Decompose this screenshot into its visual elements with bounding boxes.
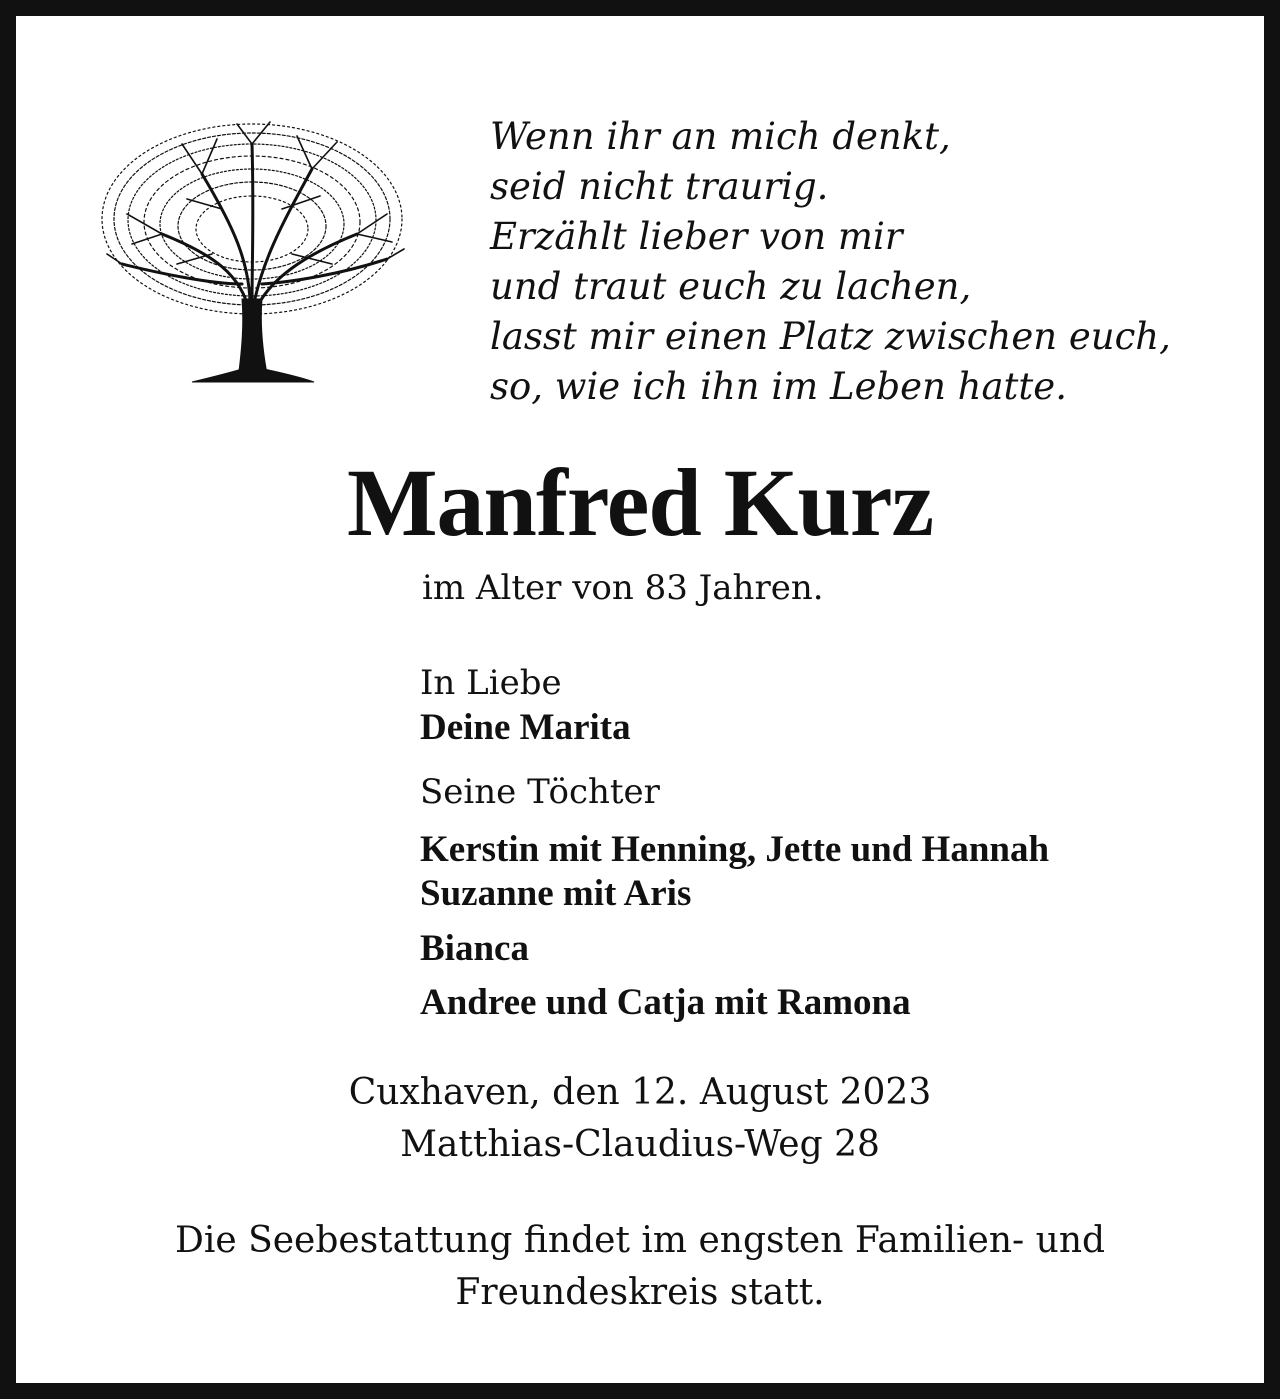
in-liebe: In Liebe xyxy=(420,663,562,703)
daughter-1: Kerstin mit Henning, Jette und Hannah xyxy=(420,829,1050,870)
deceased-name: Manfred Kurz xyxy=(346,449,934,556)
child-4: Andree und Catja mit Ramona xyxy=(420,982,911,1023)
poem-line: Erzählt lieber von mir xyxy=(490,215,903,258)
poem-line: lasst mir einen Platz zwischen euch, xyxy=(490,315,1171,358)
daughter-2: Suzanne mit Aris xyxy=(420,873,692,914)
poem-line: so, wie ich ihn im Leben hatte. xyxy=(490,365,1067,408)
age-line: im Alter von 83 Jahren. xyxy=(422,568,824,608)
daughters-intro: Seine Töchter xyxy=(420,772,660,812)
address: Matthias-Claudius-Weg 28 xyxy=(400,1124,880,1165)
wife-name: Deine Marita xyxy=(420,707,631,748)
tree-icon xyxy=(92,114,414,386)
poem-line: und traut euch zu lachen, xyxy=(490,265,972,308)
funeral-note-line-2: Freundeskreis statt. xyxy=(455,1272,825,1313)
poem-line: Wenn ihr an mich denkt, xyxy=(490,115,951,158)
child-3: Bianca xyxy=(420,928,529,969)
funeral-note-line-1: Die Seebestattung findet im engsten Familien- und xyxy=(174,1220,1106,1261)
poem xyxy=(490,112,1250,412)
poem-line: seid nicht traurig. xyxy=(490,165,829,208)
place-date: Cuxhaven, den 12. August 2023 xyxy=(348,1072,932,1113)
